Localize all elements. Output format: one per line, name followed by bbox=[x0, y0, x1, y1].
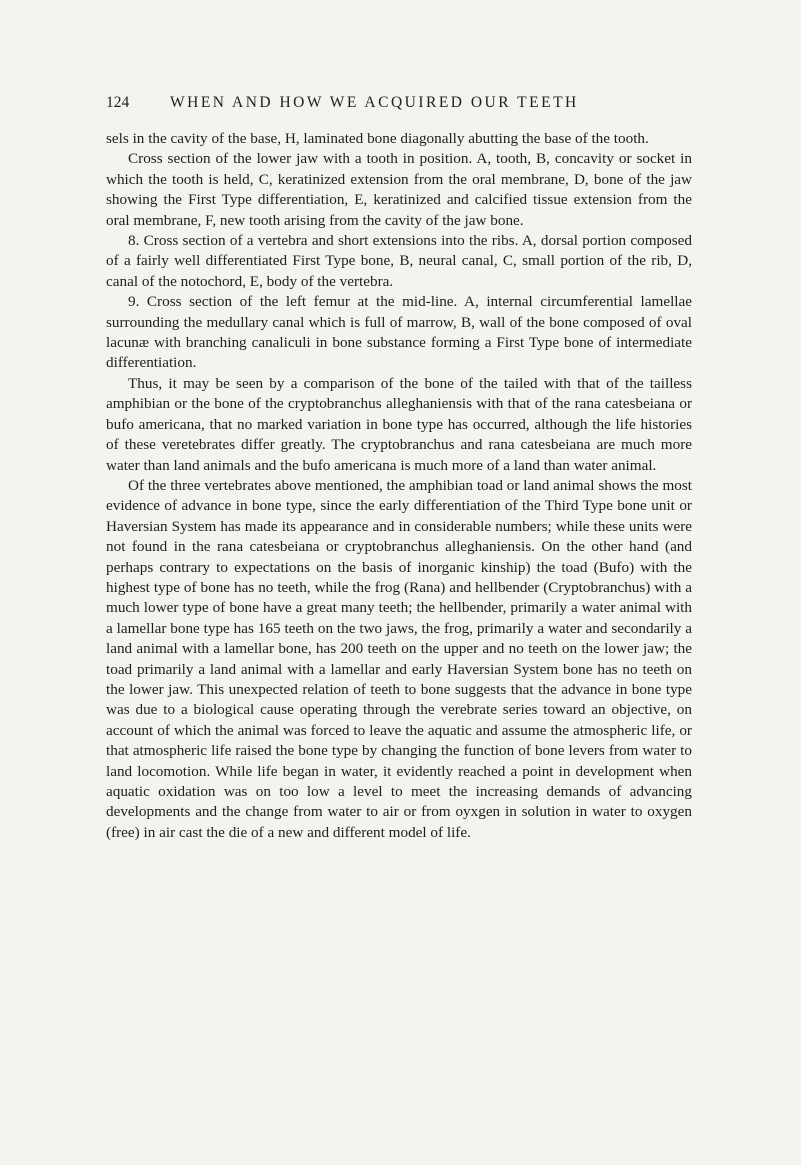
body-text bbox=[106, 129, 692, 843]
paragraph-three-vertebrates: Of the three vertebrates above mentioned, the amphibian toad or land animal shows the most evidence of advance in bone type, since the early differentiation of the Third Type bone unit or Haversian System has made its appearance and in considerable numbers; while these units were not found in the rana catesbeiana or cryptobranchus alleghaniensis. On the other hand (and perhaps contrary to expectations on the basis of inorganic kinship) the toad (Bufo) with the highest type of bone has no teeth, while the frog (Rana) and hellbender (Cryptobranchus) with a much lower type of bone have a great many teeth; the hellbender, primarily a water animal with a lamellar bone type has 165 teeth on the two jaws, the frog, primarily a water and secondarily a land animal with a lamellar bone, has 200 teeth on the upper and no teeth on the lower jaw; the toad primarily a land animal with a lamellar and early Haversian System bone has no teeth on the lower jaw. This unexpected relation of teeth to bone suggests that the advance in bone type was due to a biological cause operating through the verebrate series toward an objective, on account of which the animal was forced to leave the aquatic and assume the atmospheric life, or that atmospheric life raised the bone type by changing the function of bone levers from water to land locomotion. While life began in water, it evidently reached a point in development when aquatic oxidation was on too low a level to meet the increasing demands of advancing developments and the change from water to air or from oyxgen in solution in water to oxygen (free) in air cast the die of a new and different model of life. bbox=[106, 476, 692, 841]
running-title: WHEN AND HOW WE ACQUIRED OUR TEETH bbox=[170, 94, 579, 111]
running-head bbox=[106, 92, 686, 114]
paragraph-bone-comparison: Thus, it may be seen by a comparison of the bone of the tailed with that of the tailless amphibian or the bone of the cryptobranchus alleghaniensis with that of the rana catesbeiana or bufo americana, that no marked variation in bone type has occurred, although the life histories of these veretebrates differ greatly. The cryptobranchus and rana catesbeiana are much more water than land animals and the bufo americana is much more of a land than water animal. bbox=[106, 374, 692, 474]
paragraph-femur-cross-section: 9. Cross section of the left femur at the mid-line. A, internal circumferential lamellae surrounding the medullary canal which is full of marrow, B, wall of the bone composed of oval lacunæ with branching canaliculi in bone substance forming a First Type bone of intermediate differentiation. bbox=[106, 293, 692, 372]
page-number: 124 bbox=[106, 94, 130, 111]
paragraph-vertebra-cross-section: 8. Cross section of a vertebra and short extensions into the ribs. A, dorsal portion composed of a fairly well differentiated First Type bone, B, neural canal, C, small portion of the rib, D, canal of the notochord, E, body of the vertebra. bbox=[106, 232, 692, 290]
paragraph-jaw-cross-section: Cross section of the lower jaw with a tooth in position. A, tooth, B, concavity or socket in which the tooth is held, C, keratinized extension from the oral membrane, D, bone of the jaw showing the First Type differentiation, E, keratinized and calcified tissue extension from the oral membrane, F, new tooth arising from the cavity of the jaw bone. bbox=[106, 150, 692, 229]
paragraph-continuation: sels in the cavity of the base, H, laminated bone diagonally abutting the base of the tooth. bbox=[106, 130, 649, 147]
